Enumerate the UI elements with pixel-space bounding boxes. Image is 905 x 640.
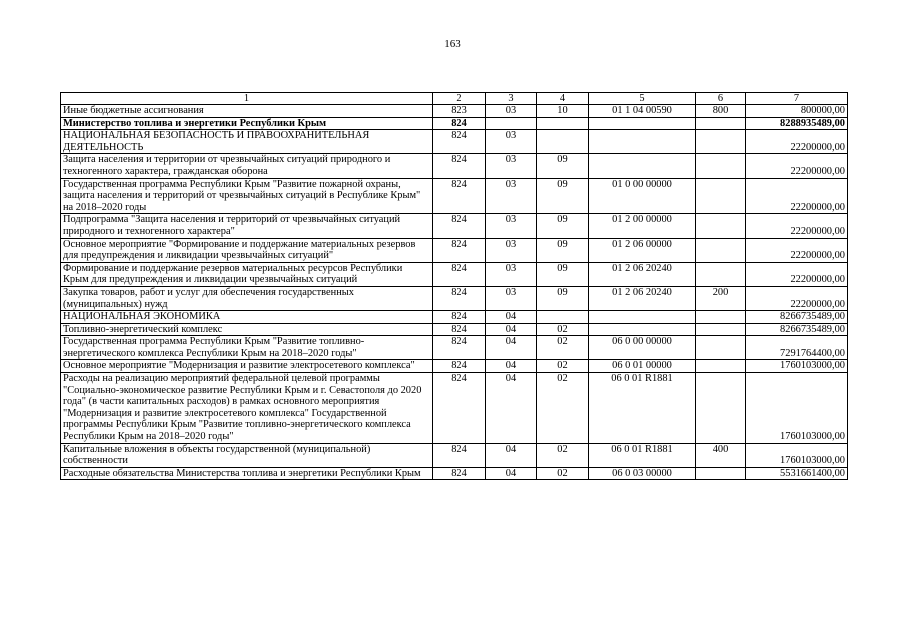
row-section-cell: 03 [486, 154, 537, 178]
row-target-article-cell [589, 323, 696, 336]
row-name-cell: Министерство топлива и энергетики Республики Крым [61, 117, 433, 130]
row-target-article-cell: 01 0 00 00000 [589, 178, 696, 214]
row-subsection-cell: 09 [537, 262, 589, 286]
row-subsection-cell [537, 311, 589, 324]
row-admin-code-cell: 824 [433, 311, 486, 324]
row-expense-type-cell [696, 262, 746, 286]
row-sum-cell: 8266735489,00 [746, 323, 848, 336]
row-admin-code-cell: 824 [433, 467, 486, 480]
row-section-cell: 04 [486, 443, 537, 467]
table-row [61, 117, 848, 130]
row-expense-type-cell: 800 [696, 105, 746, 118]
row-admin-code-cell: 824 [433, 286, 486, 310]
row-sum-cell: 7291764400,00 [746, 336, 848, 360]
row-expense-type-cell [696, 214, 746, 238]
row-name-cell: НАЦИОНАЛЬНАЯ БЕЗОПАСНОСТЬ И ПРАВООХРАНИТЕЛЬНАЯ ДЕЯТЕЛЬНОСТЬ [61, 130, 433, 154]
row-target-article-cell: 06 0 03 00000 [589, 467, 696, 480]
row-section-cell: 03 [486, 286, 537, 310]
row-subsection-cell: 02 [537, 373, 589, 444]
table-row [61, 214, 848, 238]
row-section-cell: 03 [486, 214, 537, 238]
row-expense-type-cell [696, 336, 746, 360]
row-sum-cell: 22200000,00 [746, 130, 848, 154]
table-header-row [61, 93, 848, 105]
row-sum-cell: 800000,00 [746, 105, 848, 118]
row-name-cell: Государственная программа Республики Крым "Развитие топливно-энергетического комплекса Республики Крым на 2018–2020 годы" [61, 336, 433, 360]
table-row [61, 238, 848, 262]
row-admin-code-cell: 824 [433, 360, 486, 373]
row-target-article-cell [589, 311, 696, 324]
row-expense-type-cell [696, 117, 746, 130]
row-expense-type-cell [696, 130, 746, 154]
row-subsection-cell: 09 [537, 238, 589, 262]
row-sum-cell: 22200000,00 [746, 262, 848, 286]
row-target-article-cell [589, 154, 696, 178]
row-subsection-cell: 09 [537, 178, 589, 214]
row-section-cell: 03 [486, 262, 537, 286]
header-col-1: 1 [61, 93, 433, 105]
table-row [61, 311, 848, 324]
header-col-3: 3 [486, 93, 537, 105]
row-expense-type-cell [696, 373, 746, 444]
row-name-cell: Топливно-энергетический комплекс [61, 323, 433, 336]
row-sum-cell: 1760103000,00 [746, 360, 848, 373]
row-subsection-cell: 02 [537, 336, 589, 360]
header-col-6: 6 [696, 93, 746, 105]
table-row [61, 467, 848, 480]
table-row [61, 443, 848, 467]
row-section-cell: 04 [486, 467, 537, 480]
row-target-article-cell: 06 0 00 00000 [589, 336, 696, 360]
row-section-cell: 04 [486, 323, 537, 336]
header-col-4: 4 [537, 93, 589, 105]
row-subsection-cell [537, 130, 589, 154]
row-admin-code-cell: 824 [433, 117, 486, 130]
row-name-cell: Расходы на реализацию мероприятий федеральной целевой программы "Социально-экономическое развитие Республики Крым и г. Севастополя до 2020 года" (в части капитальных расходов) в рамках основного мероприятия "Модернизация и развитие электросетевого комплекса" Государственной программы Республики Крым "Развитие топливно-энергетического комплекса Республики Крым на 2018–2020 годы" [61, 373, 433, 444]
row-target-article-cell [589, 130, 696, 154]
row-expense-type-cell [696, 323, 746, 336]
row-expense-type-cell [696, 154, 746, 178]
row-target-article-cell: 01 2 06 20240 [589, 286, 696, 310]
row-name-cell: Формирование и поддержание резервов материальных ресурсов Республики Крым для предупреждения и ликвидации чрезвычайных ситуаций [61, 262, 433, 286]
row-expense-type-cell [696, 467, 746, 480]
row-target-article-cell: 06 0 01 R1881 [589, 373, 696, 444]
row-subsection-cell: 09 [537, 214, 589, 238]
row-expense-type-cell: 400 [696, 443, 746, 467]
row-sum-cell: 1760103000,00 [746, 443, 848, 467]
row-section-cell: 03 [486, 105, 537, 118]
row-admin-code-cell: 824 [433, 178, 486, 214]
row-section-cell: 03 [486, 178, 537, 214]
row-section-cell: 04 [486, 336, 537, 360]
row-admin-code-cell: 824 [433, 154, 486, 178]
table-row [61, 360, 848, 373]
row-name-cell: Защита населения и территории от чрезвычайных ситуаций природного и техногенного характера, гражданская оборона [61, 154, 433, 178]
table-row [61, 130, 848, 154]
row-admin-code-cell: 824 [433, 238, 486, 262]
budget-table-body [61, 93, 848, 480]
row-target-article-cell: 06 0 01 00000 [589, 360, 696, 373]
row-subsection-cell: 10 [537, 105, 589, 118]
row-target-article-cell [589, 117, 696, 130]
row-admin-code-cell: 824 [433, 262, 486, 286]
row-section-cell: 03 [486, 130, 537, 154]
row-section-cell: 04 [486, 360, 537, 373]
row-sum-cell: 1760103000,00 [746, 373, 848, 444]
row-sum-cell: 8288935489,00 [746, 117, 848, 130]
row-subsection-cell: 02 [537, 323, 589, 336]
row-admin-code-cell: 823 [433, 105, 486, 118]
table-row [61, 373, 848, 444]
table-row [61, 154, 848, 178]
row-target-article-cell: 06 0 01 R1881 [589, 443, 696, 467]
row-subsection-cell: 09 [537, 154, 589, 178]
row-sum-cell: 22200000,00 [746, 154, 848, 178]
row-name-cell: Капитальные вложения в объекты государственной (муниципальной) собственности [61, 443, 433, 467]
row-admin-code-cell: 824 [433, 443, 486, 467]
table-row [61, 323, 848, 336]
row-name-cell: Основное мероприятие "Модернизация и развитие электросетевого комплекса" [61, 360, 433, 373]
header-col-2: 2 [433, 93, 486, 105]
page-number: 163 [444, 38, 461, 50]
budget-table [60, 92, 848, 480]
row-name-cell: Государственная программа Республики Крым "Развитие пожарной охраны, защита населения и территорий от чрезвычайных ситуаций в Республике Крым" на 2018–2020 годы [61, 178, 433, 214]
row-expense-type-cell [696, 311, 746, 324]
row-admin-code-cell: 824 [433, 130, 486, 154]
row-admin-code-cell: 824 [433, 373, 486, 444]
row-name-cell: НАЦИОНАЛЬНАЯ ЭКОНОМИКА [61, 311, 433, 324]
row-admin-code-cell: 824 [433, 214, 486, 238]
row-name-cell: Закупка товаров, работ и услуг для обеспечения государственных (муниципальных) нужд [61, 286, 433, 310]
row-subsection-cell: 02 [537, 360, 589, 373]
row-expense-type-cell [696, 178, 746, 214]
row-subsection-cell [537, 117, 589, 130]
header-col-5: 5 [589, 93, 696, 105]
row-sum-cell: 22200000,00 [746, 178, 848, 214]
row-target-article-cell: 01 2 06 20240 [589, 262, 696, 286]
table-row [61, 262, 848, 286]
table-row [61, 336, 848, 360]
row-name-cell: Расходные обязательства Министерства топлива и энергетики Республики Крым [61, 467, 433, 480]
row-subsection-cell: 02 [537, 467, 589, 480]
table-row [61, 286, 848, 310]
row-section-cell: 04 [486, 373, 537, 444]
row-expense-type-cell: 200 [696, 286, 746, 310]
row-target-article-cell: 01 2 00 00000 [589, 214, 696, 238]
row-section-cell [486, 117, 537, 130]
row-sum-cell: 22200000,00 [746, 214, 848, 238]
row-admin-code-cell: 824 [433, 323, 486, 336]
row-subsection-cell: 09 [537, 286, 589, 310]
table-row [61, 178, 848, 214]
row-target-article-cell: 01 2 06 00000 [589, 238, 696, 262]
row-section-cell: 04 [486, 311, 537, 324]
row-target-article-cell: 01 1 04 00590 [589, 105, 696, 118]
row-section-cell: 03 [486, 238, 537, 262]
row-admin-code-cell: 824 [433, 336, 486, 360]
table-row [61, 105, 848, 118]
row-expense-type-cell [696, 238, 746, 262]
row-name-cell: Основное мероприятие "Формирование и поддержание материальных резервов для предупреждения и ликвидации чрезвычайных ситуаций" [61, 238, 433, 262]
row-subsection-cell: 02 [537, 443, 589, 467]
row-sum-cell: 5531661400,00 [746, 467, 848, 480]
row-name-cell: Подпрограмма "Защита населения и территорий от чрезвычайных ситуаций природного и техногенного характера" [61, 214, 433, 238]
header-col-7: 7 [746, 93, 848, 105]
row-name-cell: Иные бюджетные ассигнования [61, 105, 433, 118]
row-sum-cell: 22200000,00 [746, 286, 848, 310]
row-sum-cell: 8266735489,00 [746, 311, 848, 324]
row-sum-cell: 22200000,00 [746, 238, 848, 262]
row-expense-type-cell [696, 360, 746, 373]
